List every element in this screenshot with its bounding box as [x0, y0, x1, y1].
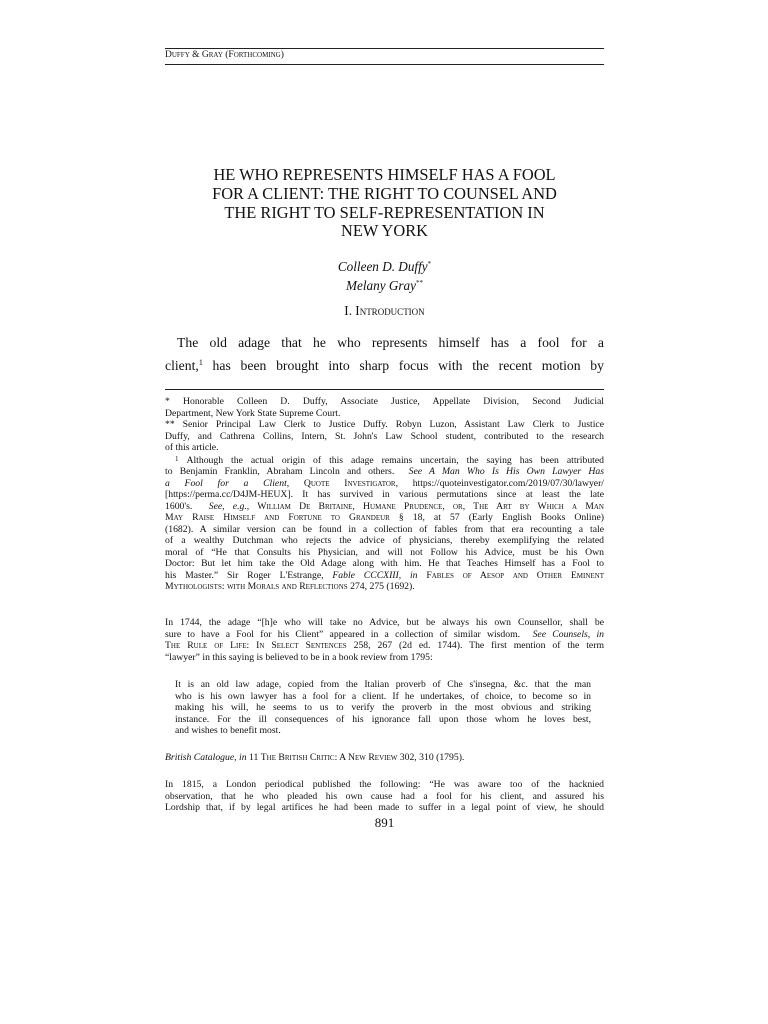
section-number: I. — [344, 303, 352, 318]
author-name: Melany Gray — [346, 278, 416, 293]
citation — [165, 752, 604, 764]
author — [165, 275, 604, 294]
section-heading — [165, 303, 604, 319]
footnote-line: a Fool for a Client, Quote Investigator, https://quoteinvestigator.com/2019/07/30/lawyer/ — [165, 477, 604, 489]
title-line: FOR A CLIENT: THE RIGHT TO COUNSEL AND — [212, 183, 557, 203]
article-title — [165, 166, 604, 241]
footnote-line: The Rule of Life: In Select Sentences 258, 267 (2d ed. 1744). The first mention of the term — [165, 640, 604, 651]
citation-line: British Catalogue, in 11 The British Critic: A New Review 302, 310 (1795). — [165, 752, 465, 763]
footnote-line: In 1744, the adage “[h]e who will take no Advice, but be always his own Counsellor, shall be — [165, 617, 604, 628]
block-quote — [165, 679, 591, 737]
section-title: Introduction — [355, 303, 425, 318]
footnote-line: Lordship that, if by legal artifices he had been made to suffer in a legal point of view, he should — [165, 802, 604, 813]
footnote-line: Mythologists: with Morals and Reflections 274, 275 (1692). — [165, 581, 415, 592]
footnote-ref-1[interactable]: 1 — [198, 358, 203, 367]
title-line: NEW YORK — [341, 221, 428, 241]
page-number: 891 — [374, 815, 395, 830]
author-footnote-mark[interactable]: * — [427, 260, 432, 268]
author — [165, 256, 604, 275]
author-footnote-mark[interactable]: ** — [415, 279, 423, 287]
author-name: Colleen D. Duffy — [337, 259, 428, 274]
footnote-line: (1682). A similar version can be found in a collection of fables from that era recounting a tale — [165, 523, 604, 535]
footnote-line: May Raise Himself and Fortune to Grandeur § 18, at 57 (Early English Books Online) — [165, 512, 604, 523]
footnote-line: of this article. — [165, 442, 219, 453]
body-line: client,$^1$ has been brought into sharp focus with the recent motion by — [165, 358, 604, 373]
quote-line: who is his own lawyer has a fool for a client. If he undertakes, of choice, to become so in — [175, 690, 591, 702]
footnote-line: “lawyer” in this saying is believed to be in a book review from 1795: — [165, 651, 433, 663]
quote-line: and wishes to benefit most. — [175, 725, 281, 736]
footnote-divider — [165, 389, 604, 390]
footnote-line: to Benjamin Franklin, Abraham Lincoln and others. See A Man Who Is His Own Lawyer Has — [165, 466, 604, 477]
running-head: Duffy & Gray (Forthcoming) — [165, 48, 604, 65]
title-line: HE WHO REPRESENTS HIMSELF HAS A FOOL — [213, 165, 556, 184]
quote-line: making his will, he seems to us to verify the proverb in the most obvious and striking — [175, 702, 591, 713]
footnotes — [165, 396, 604, 593]
footnote-line: [https://perma.cc/D4JM-HEUX]. It has survived in various permutations since at least the late — [165, 489, 604, 500]
footnote-line: his Master.” Sir Roger L'Estrange, Fable CCCXIII, in Fables of Aesop and Other Eminent — [165, 569, 604, 581]
footnote-line: Duffy, and Cathrena Collins, Intern, St. John's Law School student, contributed to the research — [165, 430, 604, 442]
footnote-line: * Honorable Colleen D. Duffy, Associate Justice, Appellate Division, Second Judicial — [165, 396, 604, 407]
footnote-line: $^1$ Although the actual origin of this adage remains uncertain, the saying has been attributed — [175, 454, 604, 466]
footnote-mark: 1 — [175, 454, 179, 463]
quote-line: It is an old law adage, copied from the Italian proverb of Che s'insegna, &c. that the man — [175, 679, 591, 690]
footnote-line: sure to have a Fool for his Client” appeared in a collection of similar wisdom. See Counsels, in — [165, 628, 604, 640]
footnote-line: observation, that he who pleaded his own cause had a fool for his client, and assured his — [165, 790, 604, 802]
title-line: THE RIGHT TO SELF-REPRESENTATION IN — [224, 202, 545, 222]
footnote-line: Department, New York State Supreme Court. — [165, 407, 341, 419]
footnote-line: of a wealthy Dutchman who rejects the advice of physicians, thereby exemplifying the related — [165, 535, 604, 546]
quote-line: instance. For the ill consequences of his ignorance fall upon those whom he loves best, — [175, 713, 591, 725]
footnote-paragraph — [165, 779, 604, 814]
footnote-link[interactable]: https://quoteinvestigator.com/2019/07/30/lawyer/ — [398, 477, 604, 489]
body-line: The old adage that he who represents himself has a fool for a — [177, 335, 604, 350]
footnote-line: moral of “He that Consults his Physician, and will not Follow his Advice, must be his Own — [165, 546, 604, 558]
footnote-paragraph — [165, 617, 604, 663]
footnote-line: In 1815, a London periodical published the following: “He was aware too of the hacknied — [165, 779, 604, 790]
footnote-line: Doctor: But let him take the Old Adage along with him. He that Teaches Himself has a Fool to — [165, 558, 604, 569]
footnote-line: ** Senior Principal Law Clerk to Justice Duffy. Robyn Luzon, Assistant Law Clerk to Justice — [165, 419, 604, 430]
body-paragraph — [165, 333, 604, 376]
authors — [165, 256, 604, 294]
footnote-line: 1600's. See, e.g., William De Britaine, Humane Prudence, or, The Art by Which a Man — [165, 500, 604, 512]
